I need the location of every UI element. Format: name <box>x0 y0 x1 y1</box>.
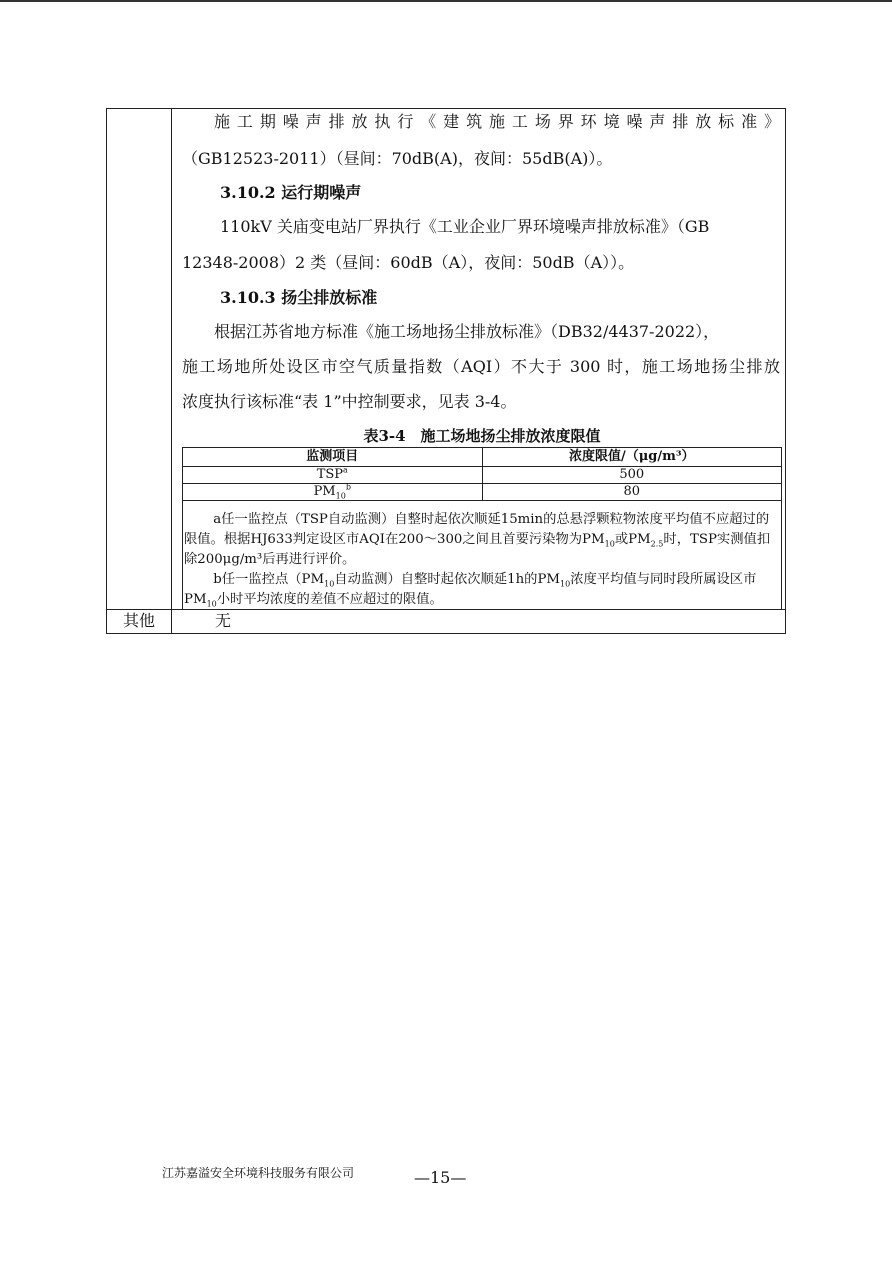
value-tsp: 500 <box>482 467 782 484</box>
footer-company-name: 江苏嘉溢安全环境科技服务有限公司 <box>162 1166 355 1180</box>
standards-table-frame <box>106 108 786 634</box>
table-caption: 表3-4 施工场地扬尘排放浓度限值 <box>363 427 601 445</box>
other-row-value: 无 <box>215 611 232 630</box>
note-a: a任一监控点（TSP自动监测）自整时起依次顺延15min的总悬浮颗粒物浓度平均值不应超过的限值。根据HJ633判定设区市AQI在200～300之间且首要污染物为$PM_{10}$或$PM_{2.5}$时，TSP实测值扣除200μg/m³后再进行评价。 <box>184 512 771 567</box>
value-pm10: 80 <box>482 484 782 501</box>
dust-line-2: 施工场地所处设区市空气质量指数（AQI）不大于 300 时，施工场地扬尘排放 <box>182 357 780 376</box>
dust-heading: 3.10.3 扬尘排放标准 <box>220 288 378 307</box>
table-notes <box>184 510 780 610</box>
top-border-line <box>0 0 892 2</box>
header-monitoring-item: 监测项目 <box>183 448 483 467</box>
table-row <box>183 484 782 501</box>
note-b: b任一监控点（$PM_{10}$自动监测）自整时起依次顺延1h的$PM_{10}$浓度平均值与同时段所属设区市$PM_{10}$小时平均浓度的差值不应超过的限值。 <box>184 572 757 609</box>
operation-noise-heading: 3.10.2 运行期噪声 <box>220 183 362 202</box>
dust-line-1: 根据江苏省地方标准《施工场地扬尘排放标准》（DB32/4437-2022）， <box>214 322 720 341</box>
header-concentration-limit: 浓度限值/（μg/m³） <box>482 448 782 467</box>
table-header-row <box>183 448 782 467</box>
item-pm10: $PM_{10}^b$ <box>183 484 483 501</box>
item-tsp: TSP$^a$ <box>183 467 483 484</box>
operation-noise-line-1: 110kV 关庙变电站厂界执行《工业企业厂界环境噪声排放标准》（GB <box>220 217 710 236</box>
other-row-label: 其他 <box>122 611 155 630</box>
footer-page-number: —15— <box>414 1168 467 1187</box>
table-row <box>183 467 782 484</box>
column-divider <box>171 109 172 633</box>
dust-line-3: 浓度执行该标准“表 1”中控制要求，见表 3-4。 <box>182 392 517 411</box>
operation-noise-line-2: 12348-2008）2 类（昼间：60dB（A），夜间：50dB（A））。 <box>182 253 635 272</box>
construction-noise-line-2: （GB12523-2011）（昼间：70dB(A)，夜间：55dB(A)）。 <box>182 149 613 168</box>
construction-noise-line-1: 施工期噪声排放执行《建筑施工场界环境噪声排放标准》 <box>214 112 780 131</box>
